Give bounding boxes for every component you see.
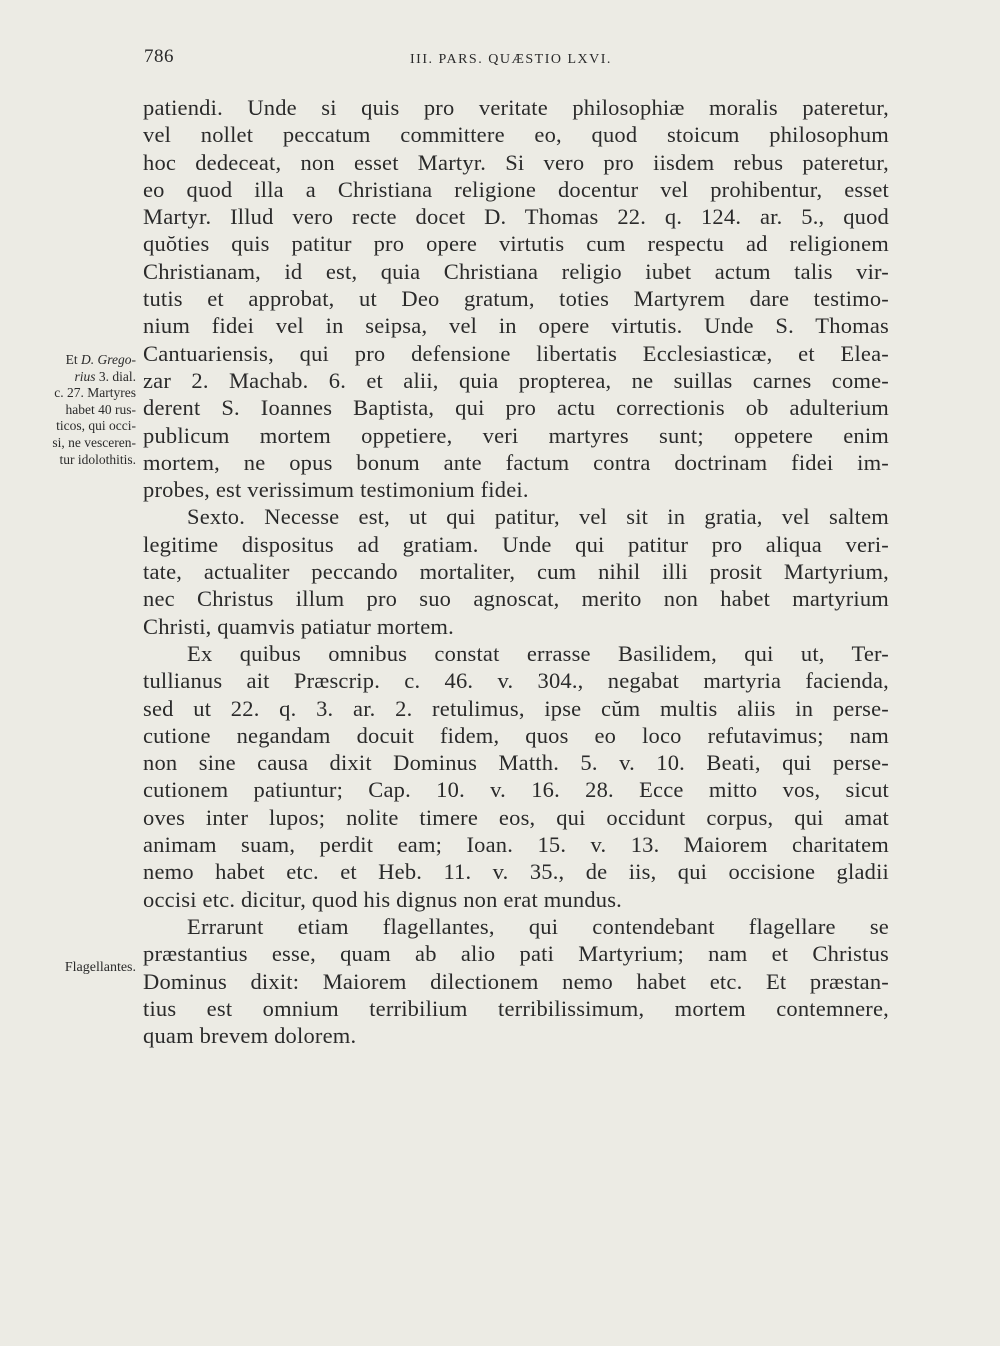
text-line: Christianam, id est, quia Christiana religio iubet actum talis vir- xyxy=(143,258,889,284)
margin-note-line: si, ne vesceren- xyxy=(52,434,136,450)
text-line: mortem, ne opus bonum ante factum contra doctrinam fidei im- xyxy=(143,449,889,475)
text-line: nium fidei vel in seipsa, vel in opere virtutis. Unde S. Thomas xyxy=(143,313,889,339)
text-line: Ex quibus omnibus constat errasse Basilidem, qui ut, Ter- xyxy=(187,640,889,666)
text-line: Cantuariensis, qui pro defensione libertatis Ecclesiasticæ, et Elea- xyxy=(143,340,889,366)
margin-note-line: Et D. Grego- xyxy=(65,352,136,367)
text-line: cutionem patiuntur; Cap. 10. v. 16. 28. Ecce mitto vos, sicut xyxy=(143,777,889,803)
text-line: tullianus ait Præscrip. c. 46. v. 304., negabat martyria facienda, xyxy=(143,668,889,694)
text-line: tate, actualiter peccando mortaliter, cum nihil illi prosit Martyrium, xyxy=(143,559,889,585)
text-line: patiendi. Unde si quis pro veritate philosophiæ moralis pateretur, xyxy=(143,95,889,120)
text-line: præstantius esse, quam ab alio pati Martyrium; nam et Christus xyxy=(143,941,889,967)
text-line: Martyr. Illud vero recte docet D. Thomas 22. q. 124. ar. 5., quod xyxy=(143,204,889,230)
text-line: quam brevem dolorem. xyxy=(143,1023,357,1049)
text-line: eo quod illa a Christiana religione docentur vel prohibentur, esset xyxy=(143,176,889,202)
body-text xyxy=(143,94,889,1049)
text-line: quŏties quis patitur pro opere virtutis cum respectu ad religionem xyxy=(143,231,889,257)
text-line: Errarunt etiam flagellantes, qui contendebant flagellare se xyxy=(187,913,889,939)
text-line: derent S. Ioannes Baptista, qui pro actu correctionis ob adulterium xyxy=(143,395,889,421)
text-line: sed ut 22. q. 3. ar. 2. retulimus, ipse cŭm multis aliis in perse- xyxy=(143,695,889,721)
margin-note-line: habet 40 rus- xyxy=(65,401,136,417)
margin-note-line: ticos, qui occi- xyxy=(56,418,136,434)
text-line: animam suam, perdit eam; Ioan. 15. v. 13. Maiorem charitatem xyxy=(143,832,889,858)
text-line: oves inter lupos; nolite timere eos, qui occidunt corpus, qui amat xyxy=(143,804,889,830)
text-line: Sexto. Necesse est, ut qui patitur, vel sit in gratia, vel saltem xyxy=(187,504,889,530)
text-line: zar 2. Machab. 6. et alii, quia propterea, ne suillas carnes come- xyxy=(143,367,889,393)
text-line: probes, est verissimum testimonium fidei. xyxy=(143,477,529,503)
text-line: legitime dispositus ad gratiam. Unde qui patitur pro aliqua veri- xyxy=(143,531,889,557)
margin-note-line: tur idolothitis. xyxy=(59,451,136,467)
margin-note-line: c. 27. Martyres xyxy=(54,385,136,401)
text-line: nemo habet etc. et Heb. 11. v. 35., de iis, qui occisione gladii xyxy=(143,859,889,885)
text-line: nec Christus illum pro suo agnoscat, merito non habet martyrium xyxy=(143,586,889,612)
text-line: hoc dedeceat, non esset Martyr. Si vero pro iisdem rebus pateretur, xyxy=(143,149,889,175)
text-line: publicum mortem oppetiere, veri martyres sunt; oppetere enim xyxy=(143,422,889,448)
margin-note-gregorius xyxy=(4,352,136,468)
running-head: III. PARS. QUÆSTIO LXVI. xyxy=(410,52,612,67)
page-number: 786 xyxy=(144,46,174,67)
text-line: Christi, quamvis patiatur mortem. xyxy=(143,613,454,639)
text-line: cutione negandam docuit fidem, quos eo loco refutavimus; nam xyxy=(143,722,889,748)
margin-note-flagellantes: Flagellantes. xyxy=(64,960,136,975)
text-line: Dominus dixit: Maiorem dilectionem nemo habet etc. Et præstan- xyxy=(143,968,889,994)
text-line: non sine causa dixit Dominus Matth. 5. v. 10. Beati, qui perse- xyxy=(143,750,889,776)
text-line: tius est omnium terribilium terribilissimum, mortem contemnere, xyxy=(143,995,889,1021)
text-line: tutis et approbat, ut Deo gratum, toties Martyrem dare testimo- xyxy=(143,286,889,312)
text-line: vel nollet peccatum committere eo, quod stoicum philosophum xyxy=(143,122,889,148)
margin-note-line: rius 3. dial. xyxy=(74,368,136,384)
text-line: occisi etc. dicitur, quod his dignus non erat mundus. xyxy=(143,886,623,912)
